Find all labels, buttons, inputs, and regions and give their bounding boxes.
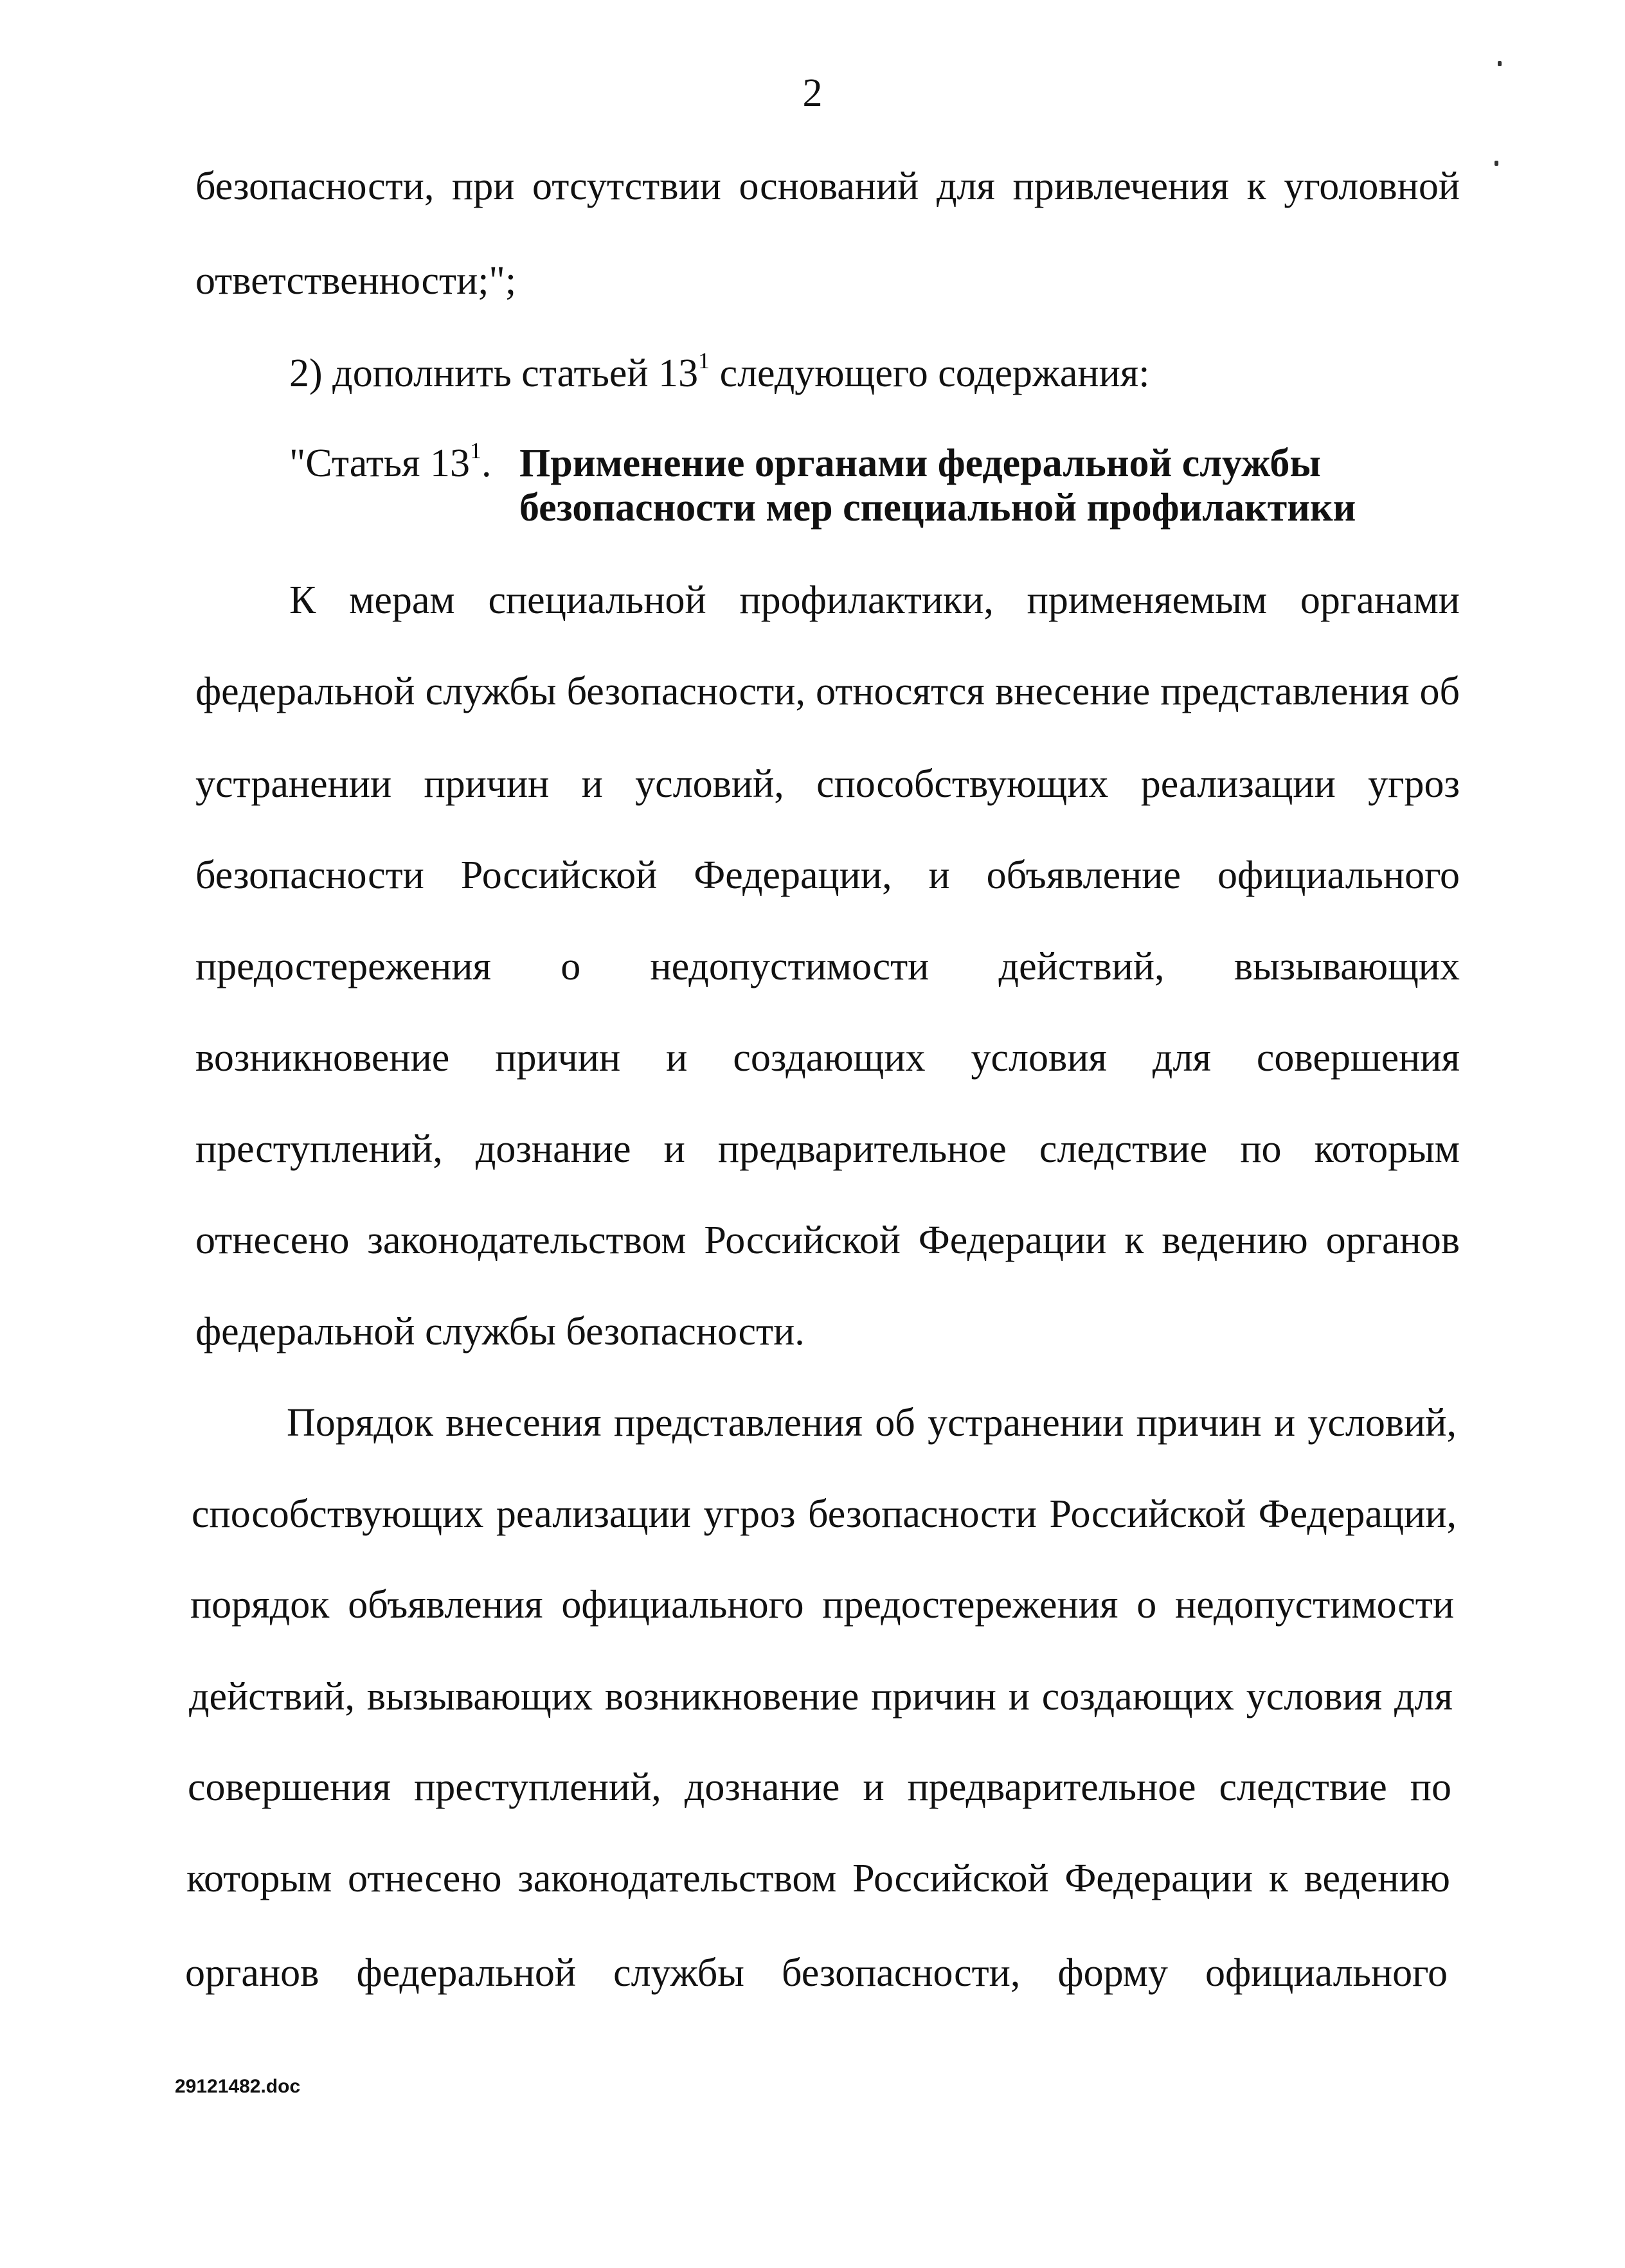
text-line: ответственности;"; bbox=[195, 259, 517, 303]
text-line: устранении причин и условий, способствующих реализации угроз bbox=[195, 762, 1460, 806]
scan-speck bbox=[1498, 61, 1502, 66]
footer-filename: 29121482.doc bbox=[175, 2076, 301, 2097]
text-line: К мерам специальной профилактики, применяемым органами bbox=[289, 578, 1460, 622]
amendment-item-2 bbox=[289, 348, 1554, 399]
article-title-line: безопасности мер специальной профилактики bbox=[519, 486, 1356, 530]
text-line: которым отнесено законодательством Российской Федерации к ведению bbox=[186, 1857, 1450, 1900]
text-line: Порядок внесения представления об устранении причин и условий, bbox=[287, 1401, 1457, 1445]
text-line: федеральной службы безопасности. bbox=[195, 1310, 805, 1353]
text-line: действий, вызывающих возникновение причин и создающих условия для bbox=[189, 1675, 1453, 1719]
text-line: федеральной службы безопасности, относятся внесение представления об bbox=[195, 670, 1460, 713]
text-line: возникновение причин и создающих условия для совершения bbox=[195, 1036, 1460, 1080]
article-dot: . bbox=[481, 442, 492, 485]
item-text: следующего содержания: bbox=[710, 352, 1150, 395]
text-line: порядок объявления официального предостережения о недопустимости bbox=[190, 1583, 1454, 1627]
page-number: 2 bbox=[802, 71, 823, 115]
scan-speck bbox=[1495, 161, 1498, 166]
text-line: отнесено законодательством Российской Федерации к ведению органов bbox=[195, 1219, 1460, 1262]
text-line: совершения преступлений, дознание и предварительное следствие по bbox=[188, 1765, 1451, 1809]
superscript: 1 bbox=[698, 348, 710, 373]
text-line: безопасности, при отсутствии оснований для привлечения к уголовной bbox=[195, 165, 1460, 208]
text-line: способствующих реализации угроз безопасности Российской Федерации, bbox=[192, 1492, 1457, 1536]
article-number: "Статья 13 bbox=[289, 442, 470, 485]
text-line: безопасности Российской Федерации, и объявление официального bbox=[195, 853, 1460, 897]
text-line: предостережения о недопустимости действий, вызывающих bbox=[195, 945, 1460, 988]
article-title-line: Применение органами федеральной службы bbox=[519, 442, 1321, 485]
text-line: преступлений, дознание и предварительное следствие по которым bbox=[195, 1127, 1460, 1171]
item-text: 2) дополнить статьей 13 bbox=[289, 352, 699, 395]
text-line: органов федеральной службы безопасности, форму официального bbox=[185, 1951, 1448, 1995]
superscript: 1 bbox=[470, 438, 481, 463]
